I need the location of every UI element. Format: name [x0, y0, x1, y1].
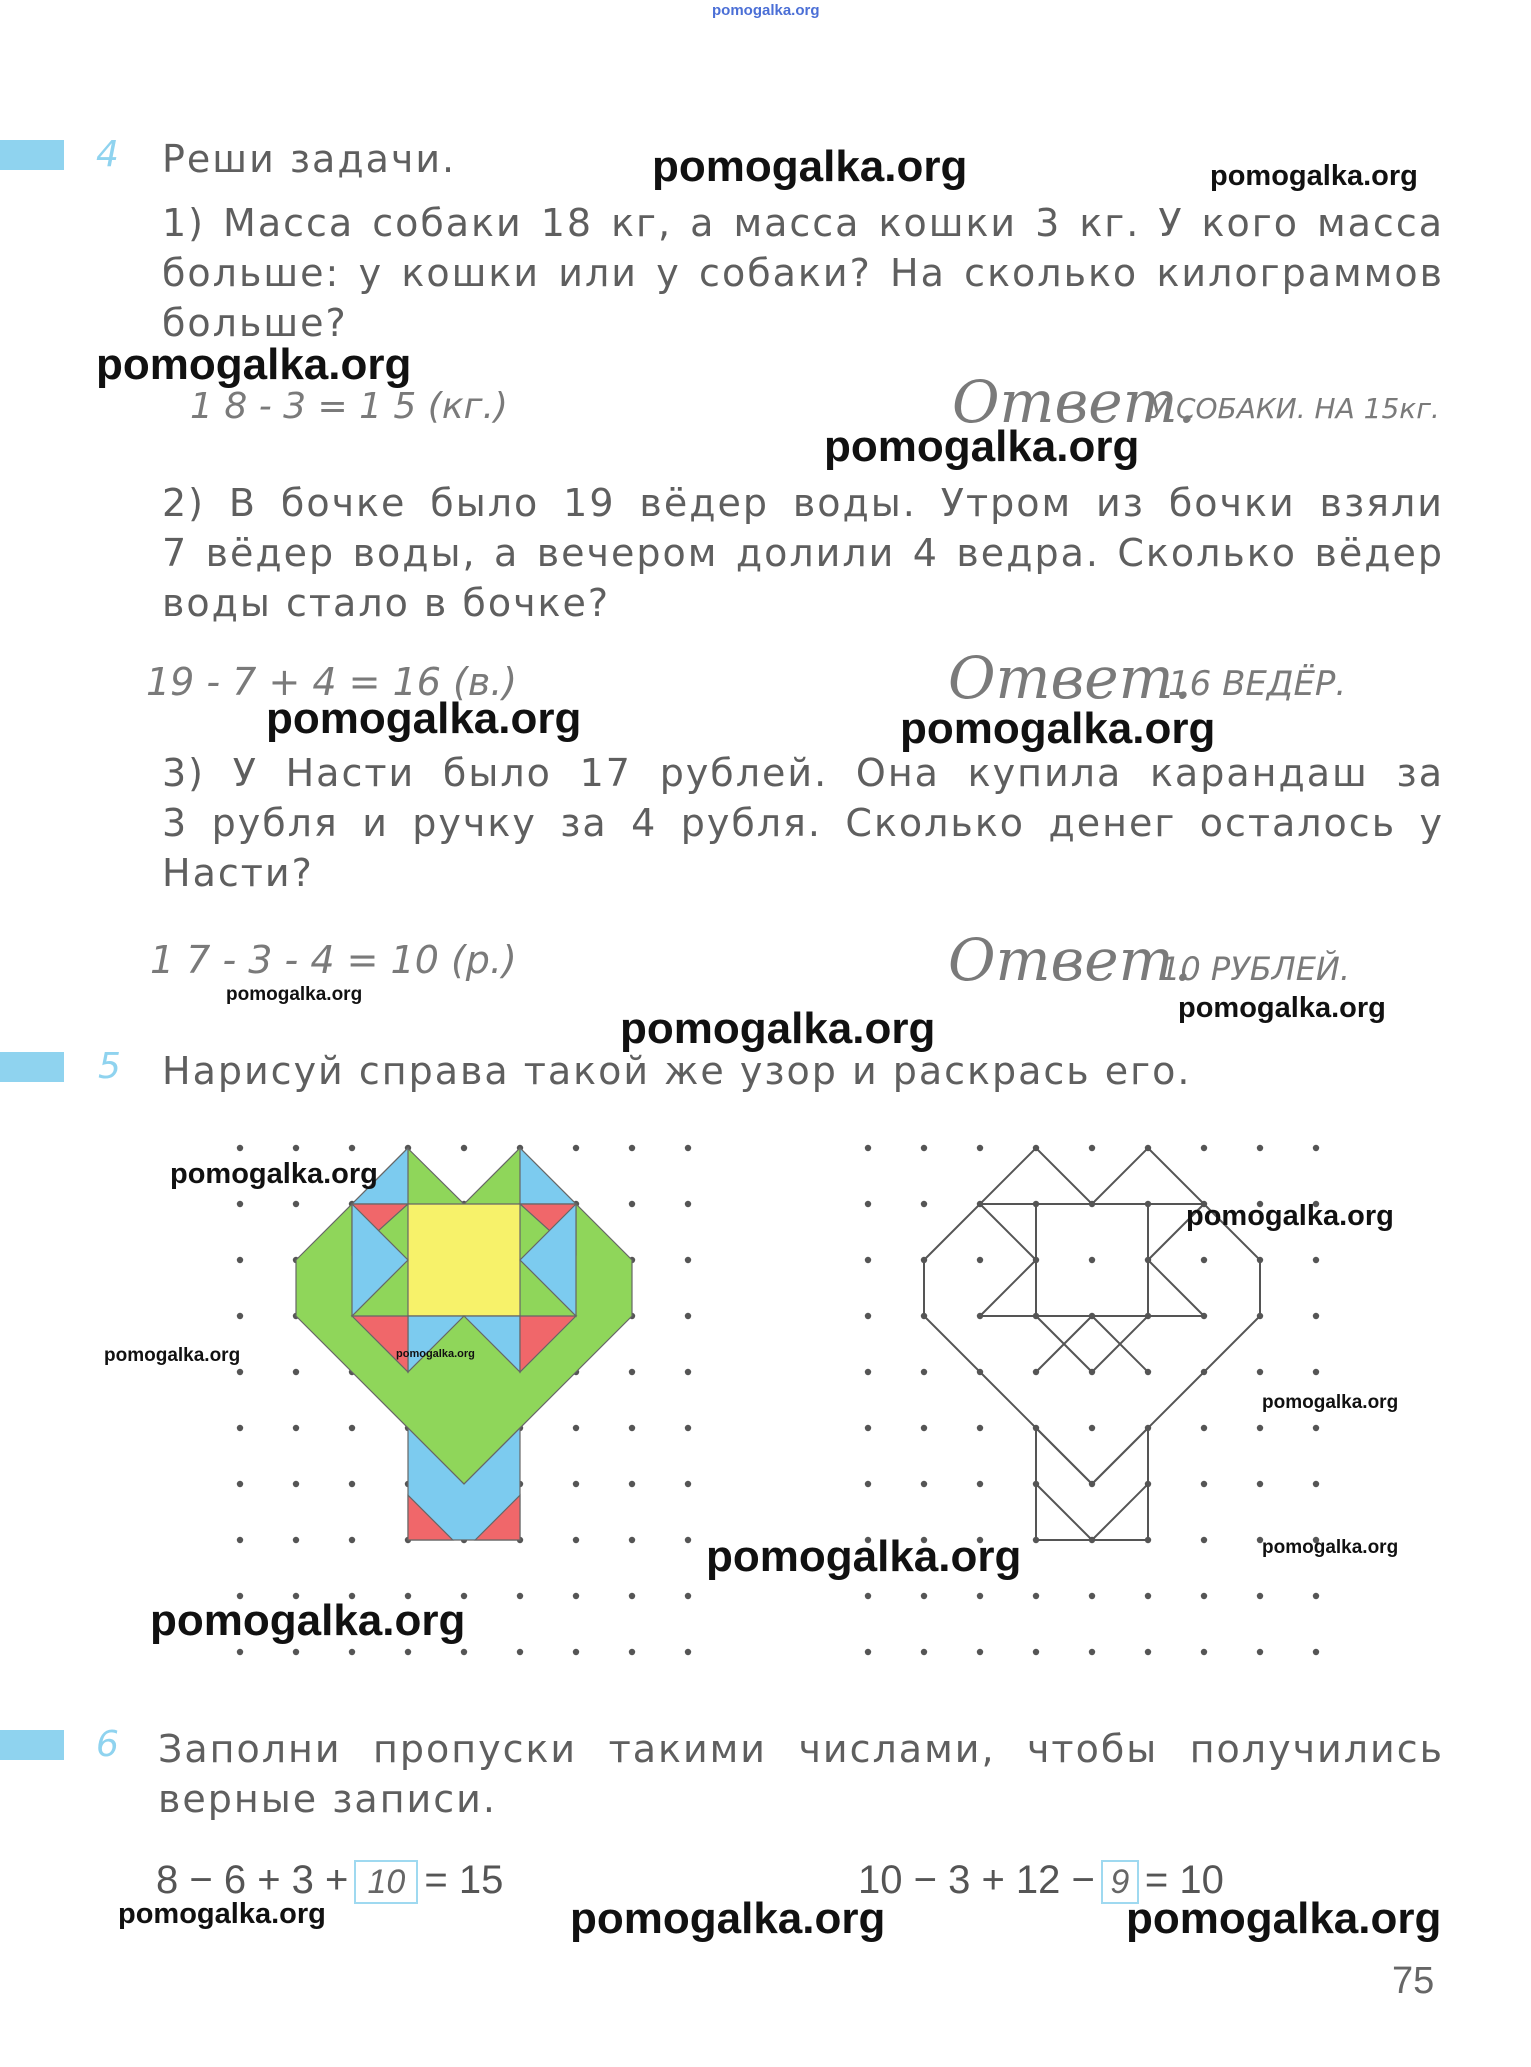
grid-dot — [1201, 1481, 1207, 1487]
grid-dot — [865, 1369, 871, 1375]
grid-dot — [349, 1145, 355, 1151]
grid-dot — [573, 1649, 579, 1655]
task6-number: 6 — [96, 1724, 119, 1765]
watermark: pomogalka.org — [1186, 1200, 1394, 1232]
grid-dot — [1313, 1649, 1319, 1655]
task4-p3-line1: 3) У Насти было 17 рублей. Она купила карандаш за — [162, 751, 1444, 795]
colored-heart-pattern — [296, 1148, 632, 1540]
grid-dot — [685, 1201, 691, 1207]
grid-dot — [1313, 1425, 1319, 1431]
grid-dot — [685, 1537, 691, 1543]
watermark: pomogalka.org — [150, 1596, 466, 1645]
task4-number: 4 — [96, 134, 119, 175]
grid-dot — [921, 1481, 927, 1487]
grid-dot — [237, 1649, 243, 1655]
watermark: pomogalka.org — [1262, 1392, 1399, 1413]
grid-dot — [1257, 1649, 1263, 1655]
grid-dot — [921, 1649, 927, 1655]
grid-dot — [865, 1257, 871, 1263]
grid-dot — [349, 1425, 355, 1431]
grid-dot — [685, 1481, 691, 1487]
task4-p3-line3: Насти? — [162, 851, 314, 895]
grid-dot — [1145, 1593, 1151, 1599]
grid-dot — [921, 1145, 927, 1151]
grid-dot — [685, 1145, 691, 1151]
equation-1-answer-box[interactable]: 10 — [354, 1860, 418, 1904]
equation-1-left: 8 − 6 + 3 + — [156, 1858, 349, 1902]
grid-dot — [977, 1257, 983, 1263]
grid-dot — [1033, 1649, 1039, 1655]
watermark: pomogalka.org — [706, 1532, 1022, 1581]
grid-dot — [293, 1145, 299, 1151]
grid-dot — [921, 1425, 927, 1431]
pattern-line — [980, 1260, 1036, 1316]
pattern-line — [1092, 1484, 1148, 1540]
grid-dot — [1201, 1593, 1207, 1599]
grid-dot — [685, 1313, 691, 1319]
grid-dot — [237, 1481, 243, 1487]
grid-dot — [629, 1369, 635, 1375]
grid-dot — [921, 1201, 927, 1207]
task4-p1-line3: больше? — [162, 301, 348, 345]
grid-dot — [685, 1257, 691, 1263]
grid-dot — [977, 1425, 983, 1431]
task4-p2-line3: воды стало в бочке? — [162, 581, 611, 625]
grid-dot — [237, 1201, 243, 1207]
grid-dot — [293, 1369, 299, 1375]
grid-dot — [349, 1537, 355, 1543]
grid-dot — [293, 1537, 299, 1543]
grid-dot — [1257, 1593, 1263, 1599]
watermark: pomogalka.org — [96, 340, 412, 389]
task4-p1-answer: У СОБАКИ. НА 15кг. — [1150, 392, 1440, 425]
grid-dot — [237, 1145, 243, 1151]
grid-dot — [517, 1649, 523, 1655]
grid-dot — [349, 1649, 355, 1655]
task4-p1-answer-word: Ответ. — [952, 368, 1197, 436]
task5-number: 5 — [98, 1046, 121, 1087]
grid-dot — [1313, 1481, 1319, 1487]
grid-dot — [293, 1481, 299, 1487]
grid-dot — [1313, 1145, 1319, 1151]
grid-dot — [349, 1481, 355, 1487]
top-watermark: pomogalka.org — [712, 2, 820, 19]
grid-dot — [921, 1593, 927, 1599]
grid-dot — [1089, 1593, 1095, 1599]
grid-dot — [1089, 1145, 1095, 1151]
watermark: pomogalka.org — [900, 704, 1216, 753]
watermark: pomogalka.org — [170, 1158, 378, 1190]
grid-dot — [237, 1257, 243, 1263]
grid-dot — [977, 1145, 983, 1151]
grid-dot — [1313, 1313, 1319, 1319]
grid-dot — [1145, 1649, 1151, 1655]
grid-dot — [1313, 1257, 1319, 1263]
watermark: pomogalka.org — [652, 142, 968, 191]
grid-dot — [865, 1425, 871, 1431]
grid-dot — [629, 1649, 635, 1655]
grid-dot — [977, 1481, 983, 1487]
grid-dot — [685, 1425, 691, 1431]
grid-dot — [1089, 1425, 1095, 1431]
task6-line2: верные записи. — [158, 1777, 497, 1821]
grid-dot — [685, 1649, 691, 1655]
watermark: pomogalka.org — [104, 1345, 241, 1366]
grid-dot — [1089, 1257, 1095, 1263]
equation-1-right: = 15 — [424, 1858, 504, 1902]
grid-dot — [237, 1369, 243, 1375]
grid-dot — [1313, 1369, 1319, 1375]
grid-dot — [293, 1425, 299, 1431]
task4-heading: Реши задачи. — [162, 137, 457, 181]
grid-dot — [629, 1145, 635, 1151]
task4-p1-solution: 1 8 - 3 = 1 5 (кг.) — [190, 386, 508, 427]
grid-dot — [293, 1201, 299, 1207]
task4-p2-answer-word: Ответ. — [948, 644, 1193, 712]
grid-dot — [1201, 1537, 1207, 1543]
grid-dot — [865, 1313, 871, 1319]
watermark: pomogalka.org — [1126, 1894, 1442, 1943]
task4-p2-answer: 16 ВЕДЁР. — [1168, 664, 1347, 704]
pattern-line — [980, 1204, 1036, 1260]
task5-heading: Нарисуй справа такой же узор и раскрась его. — [162, 1049, 1192, 1093]
grid-dot — [865, 1649, 871, 1655]
grid-dot — [865, 1201, 871, 1207]
grid-dot — [685, 1369, 691, 1375]
pattern-line — [1036, 1484, 1092, 1540]
grid-dot — [865, 1145, 871, 1151]
watermark: pomogalka.org — [226, 984, 363, 1005]
equation-2-answer-box[interactable]: 9 — [1101, 1860, 1139, 1904]
grid-dot — [461, 1649, 467, 1655]
pattern-shape — [408, 1204, 520, 1316]
task4-tab — [0, 140, 64, 170]
watermark: pomogalka.org — [1178, 992, 1386, 1024]
task4-p2-line2: 7 вёдер воды, а вечером долили 4 ведра. Сколько вёдер — [162, 531, 1444, 575]
task4-p3-solution: 1 7 - 3 - 4 = 10 (р.) — [150, 938, 517, 982]
grid-dot — [1313, 1593, 1319, 1599]
grid-dot — [573, 1593, 579, 1599]
grid-dot — [685, 1593, 691, 1599]
task4-p1-line2: больше: у кошки или у собаки? На сколько килограммов — [162, 251, 1444, 295]
grid-dot — [1089, 1649, 1095, 1655]
grid-dot — [461, 1145, 467, 1151]
task6-line1: Заполни пропуски такими числами, чтобы получились — [158, 1727, 1444, 1771]
grid-dot — [517, 1593, 523, 1599]
grid-dot — [1033, 1593, 1039, 1599]
watermark: pomogalka.org — [620, 1004, 936, 1053]
grid-dot — [1257, 1481, 1263, 1487]
watermark: pomogalka.org — [1262, 1537, 1399, 1558]
watermark: pomogalka.org — [570, 1894, 886, 1943]
grid-dot — [865, 1481, 871, 1487]
task4-p3-answer-word: Ответ. — [948, 926, 1193, 994]
grid-dot — [629, 1425, 635, 1431]
task4-p3-line2: 3 рубля и ручку за 4 рубля. Сколько денег осталось у — [162, 801, 1444, 845]
grid-dot — [1201, 1425, 1207, 1431]
grid-dot — [573, 1537, 579, 1543]
task4-p1-line1: 1) Масса собаки 18 кг, а масса кошки 3 кг. У кого масса — [162, 201, 1444, 245]
grid-dot — [1201, 1257, 1207, 1263]
pattern-line — [1148, 1260, 1204, 1316]
task4-p2-line1: 2) В бочке было 19 вёдер воды. Утром из бочки взяли — [162, 481, 1444, 525]
grid-dot — [573, 1425, 579, 1431]
grid-dot — [1257, 1425, 1263, 1431]
grid-dot — [1201, 1649, 1207, 1655]
grid-dot — [977, 1649, 983, 1655]
grid-dot — [629, 1481, 635, 1487]
grid-dot — [237, 1313, 243, 1319]
grid-dot — [573, 1481, 579, 1487]
grid-dot — [293, 1649, 299, 1655]
task4-p2-solution: 19 - 7 + 4 = 16 (в.) — [146, 660, 518, 704]
grid-dot — [1201, 1145, 1207, 1151]
pattern-shape — [520, 1148, 576, 1204]
page-number: 75 — [1392, 1960, 1435, 2002]
grid-dot — [977, 1593, 983, 1599]
grid-dot — [405, 1649, 411, 1655]
pattern-stem — [1036, 1428, 1148, 1540]
task6-tab — [0, 1730, 64, 1760]
watermark: pomogalka.org — [1210, 160, 1418, 192]
grid-dot — [237, 1425, 243, 1431]
watermark: pomogalka.org — [824, 422, 1140, 471]
grid-dot — [921, 1369, 927, 1375]
grid-dot — [237, 1537, 243, 1543]
watermark: pomogalka.org — [396, 1348, 475, 1360]
grid-dot — [865, 1593, 871, 1599]
grid-dot — [1257, 1145, 1263, 1151]
equation-2-right: = 10 — [1144, 1858, 1224, 1902]
grid-dot — [629, 1201, 635, 1207]
watermark: pomogalka.org — [266, 694, 582, 743]
task5-tab — [0, 1052, 64, 1082]
watermark: pomogalka.org — [118, 1898, 326, 1930]
grid-dot — [629, 1537, 635, 1543]
grid-dot — [1257, 1369, 1263, 1375]
grid-dot — [629, 1593, 635, 1599]
grid-dot — [573, 1145, 579, 1151]
equation-2-left: 10 − 3 + 12 − — [858, 1858, 1095, 1902]
task4-p3-answer: 10 РУБЛЕЙ. — [1160, 950, 1351, 988]
